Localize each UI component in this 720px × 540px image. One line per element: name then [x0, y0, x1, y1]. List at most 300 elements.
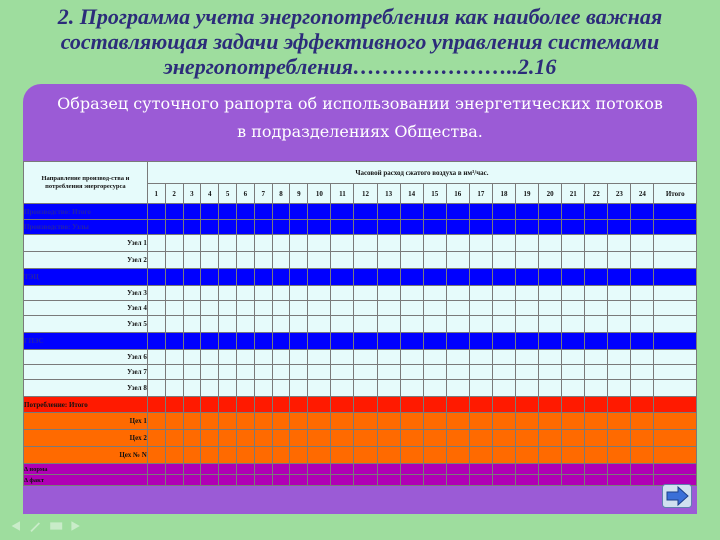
- table-cell: [272, 269, 290, 286]
- table-cell: [272, 475, 290, 486]
- table-cell: [562, 286, 585, 301]
- table-cell: [147, 269, 165, 286]
- table-cell: [354, 204, 377, 220]
- table-cell: [308, 269, 331, 286]
- table-cell: [585, 235, 608, 252]
- table-cell: [201, 220, 219, 235]
- table-cell: [539, 333, 562, 350]
- table-cell: [165, 397, 183, 413]
- table-cell: [354, 269, 377, 286]
- table-cell: [631, 464, 654, 475]
- table-cell: [272, 235, 290, 252]
- table-cell: [165, 365, 183, 380]
- table-cell: [183, 301, 201, 316]
- table-cell: [236, 413, 254, 430]
- table-cell: [400, 397, 423, 413]
- table-cell: [290, 365, 308, 380]
- table-cell: [201, 350, 219, 365]
- row-label: ГПЭС: [24, 333, 148, 350]
- table-cell: [354, 475, 377, 486]
- table-cell: [354, 301, 377, 316]
- hour-header: 7: [254, 184, 272, 204]
- table-cell: [631, 397, 654, 413]
- table-cell: [377, 430, 400, 447]
- table-cell: [631, 235, 654, 252]
- table-cell: [272, 301, 290, 316]
- table-cell: [469, 316, 492, 333]
- table-cell: [290, 430, 308, 447]
- table-cell: [308, 350, 331, 365]
- table-cell: [631, 447, 654, 464]
- table-cell: [585, 350, 608, 365]
- table-cell: [183, 316, 201, 333]
- table-cell: [469, 269, 492, 286]
- table-cell: [183, 286, 201, 301]
- table-cell: [492, 350, 515, 365]
- table-cell: [308, 413, 331, 430]
- table-cell: [446, 475, 469, 486]
- table-cell: [354, 365, 377, 380]
- table-cell: [654, 413, 697, 430]
- table-cell: [331, 204, 354, 220]
- table-cell: [331, 235, 354, 252]
- table-cell: [516, 301, 539, 316]
- table-cell: [165, 235, 183, 252]
- table-cell: [147, 204, 165, 220]
- table-cell: [236, 220, 254, 235]
- table-cell: [147, 464, 165, 475]
- table-cell: [165, 316, 183, 333]
- table-cell: [183, 475, 201, 486]
- table-cell: [446, 220, 469, 235]
- table-cell: [631, 365, 654, 380]
- table-cell: [236, 204, 254, 220]
- table-cell: [354, 333, 377, 350]
- table-cell: [469, 413, 492, 430]
- table-cell: [377, 447, 400, 464]
- table-cell: [585, 316, 608, 333]
- hour-header: 5: [219, 184, 237, 204]
- hour-header: 11: [331, 184, 354, 204]
- table-cell: [308, 220, 331, 235]
- table-cell: [290, 333, 308, 350]
- table-cell: [254, 475, 272, 486]
- row-label: Производство: Итого: [24, 204, 148, 220]
- table-cell: [236, 397, 254, 413]
- table-cell: [400, 286, 423, 301]
- table-cell: [183, 333, 201, 350]
- table-cell: [446, 204, 469, 220]
- table-cell: [654, 397, 697, 413]
- table-cell: [446, 413, 469, 430]
- next-icon[interactable]: [69, 520, 83, 532]
- table-cell: [423, 430, 446, 447]
- table-cell: [201, 365, 219, 380]
- total-header: Итого: [654, 184, 697, 204]
- table-cell: [236, 380, 254, 397]
- table-cell: [654, 447, 697, 464]
- table-cell: [400, 235, 423, 252]
- table-cell: [331, 413, 354, 430]
- table-cell: [219, 365, 237, 380]
- table-cell: [254, 365, 272, 380]
- table-row: [24, 447, 697, 464]
- table-cell: [492, 413, 515, 430]
- table-cell: [290, 204, 308, 220]
- table-cell: [654, 235, 697, 252]
- table-cell: [516, 316, 539, 333]
- table-cell: [516, 365, 539, 380]
- table-cell: [608, 269, 631, 286]
- table-cell: [331, 333, 354, 350]
- table-cell: [469, 286, 492, 301]
- table-cell: [423, 413, 446, 430]
- table-cell: [631, 316, 654, 333]
- hour-header: 22: [585, 184, 608, 204]
- table-cell: [219, 252, 237, 269]
- menu-icon[interactable]: [49, 520, 63, 532]
- row-label: ТЭЦ: [24, 269, 148, 286]
- table-cell: [147, 430, 165, 447]
- table-cell: [516, 475, 539, 486]
- table-cell: [608, 316, 631, 333]
- table-cell: [423, 464, 446, 475]
- table-cell: [469, 380, 492, 397]
- table-cell: [423, 397, 446, 413]
- table-cell: [377, 235, 400, 252]
- table-cell: [354, 397, 377, 413]
- table-cell: [331, 220, 354, 235]
- table-cell: [539, 235, 562, 252]
- table-cell: [631, 350, 654, 365]
- hour-header: 6: [236, 184, 254, 204]
- table-cell: [492, 204, 515, 220]
- table-cell: [492, 430, 515, 447]
- table-cell: [585, 447, 608, 464]
- slide-subtitle: [23, 90, 697, 146]
- table-row: [24, 235, 697, 252]
- table-cell: [423, 333, 446, 350]
- table-row: [24, 269, 697, 286]
- table-cell: [562, 252, 585, 269]
- table-cell: [165, 204, 183, 220]
- table-cell: [608, 333, 631, 350]
- table-cell: [585, 204, 608, 220]
- table-row: [24, 350, 697, 365]
- table-cell: [539, 365, 562, 380]
- table-cell: [219, 447, 237, 464]
- table-cell: [400, 380, 423, 397]
- row-label: Δ факт: [24, 475, 148, 486]
- table-cell: [219, 333, 237, 350]
- table-cell: [219, 397, 237, 413]
- table-cell: [201, 301, 219, 316]
- row-label: Узел 4: [24, 301, 148, 316]
- table-cell: [377, 397, 400, 413]
- table-row: [24, 333, 697, 350]
- table-cell: [608, 447, 631, 464]
- table-cell: [400, 430, 423, 447]
- table-cell: [354, 464, 377, 475]
- table-cell: [469, 475, 492, 486]
- table-cell: [236, 475, 254, 486]
- table-cell: [400, 252, 423, 269]
- table-cell: [165, 252, 183, 269]
- table-cell: [272, 316, 290, 333]
- table-row: [24, 365, 697, 380]
- table-cell: [492, 365, 515, 380]
- table-cell: [183, 413, 201, 430]
- table-cell: [400, 475, 423, 486]
- table-cell: [183, 350, 201, 365]
- table-cell: [585, 464, 608, 475]
- table-cell: [562, 464, 585, 475]
- row-label: Узел 8: [24, 380, 148, 397]
- table-cell: [608, 286, 631, 301]
- table-cell: [654, 365, 697, 380]
- table-cell: [631, 252, 654, 269]
- hour-header: 17: [469, 184, 492, 204]
- table-cell: [516, 430, 539, 447]
- table-cell: [516, 286, 539, 301]
- row-label: Потребление: Итого: [24, 397, 148, 413]
- next-slide-button[interactable]: [662, 484, 692, 508]
- table-cell: [608, 235, 631, 252]
- table-cell: [272, 333, 290, 350]
- table-cell: [492, 220, 515, 235]
- table-cell: [423, 316, 446, 333]
- table-cell: [183, 430, 201, 447]
- hour-header: 16: [446, 184, 469, 204]
- table-cell: [446, 286, 469, 301]
- hour-header: 19: [516, 184, 539, 204]
- table-cell: [608, 380, 631, 397]
- table-cell: [562, 269, 585, 286]
- table-cell: [400, 464, 423, 475]
- table-cell: [308, 380, 331, 397]
- hour-header: 9: [290, 184, 308, 204]
- table-cell: [539, 204, 562, 220]
- table-cell: [585, 475, 608, 486]
- table-cell: [219, 235, 237, 252]
- table-cell: [654, 220, 697, 235]
- table-cell: [354, 220, 377, 235]
- table-cell: [308, 464, 331, 475]
- direction-header: Направление производ-ства и потребления энергоресурса: [24, 162, 148, 204]
- table-cell: [272, 286, 290, 301]
- table-cell: [516, 220, 539, 235]
- row-label: Цех 2: [24, 430, 148, 447]
- table-cell: [608, 204, 631, 220]
- table-cell: [400, 269, 423, 286]
- row-label: Цех № N: [24, 447, 148, 464]
- table-cell: [219, 204, 237, 220]
- row-label: Узел 2: [24, 252, 148, 269]
- table-cell: [400, 350, 423, 365]
- table-cell: [469, 430, 492, 447]
- table-cell: [183, 204, 201, 220]
- table-row: [24, 316, 697, 333]
- table-cell: [165, 430, 183, 447]
- table-cell: [165, 380, 183, 397]
- table-cell: [585, 413, 608, 430]
- table-row: [24, 252, 697, 269]
- row-label: Δ норма: [24, 464, 148, 475]
- table-cell: [562, 365, 585, 380]
- table-cell: [585, 380, 608, 397]
- table-cell: [423, 301, 446, 316]
- table-cell: [492, 252, 515, 269]
- table-cell: [236, 235, 254, 252]
- table-cell: [562, 333, 585, 350]
- table-cell: [272, 413, 290, 430]
- table-cell: [377, 204, 400, 220]
- table-cell: [423, 475, 446, 486]
- table-cell: [308, 333, 331, 350]
- table-cell: [562, 475, 585, 486]
- table-cell: [469, 204, 492, 220]
- table-cell: [308, 397, 331, 413]
- table-cell: [585, 397, 608, 413]
- table-cell: [562, 430, 585, 447]
- table-cell: [147, 252, 165, 269]
- table-cell: [147, 365, 165, 380]
- table-cell: [183, 235, 201, 252]
- table-cell: [492, 333, 515, 350]
- hour-header: 18: [492, 184, 515, 204]
- table-cell: [539, 447, 562, 464]
- table-cell: [272, 447, 290, 464]
- table-cell: [290, 475, 308, 486]
- table-cell: [492, 397, 515, 413]
- table-cell: [516, 252, 539, 269]
- table-cell: [446, 380, 469, 397]
- table-cell: [562, 397, 585, 413]
- table-cell: [308, 430, 331, 447]
- table-cell: [377, 252, 400, 269]
- table-cell: [219, 269, 237, 286]
- table-cell: [446, 397, 469, 413]
- table-cell: [354, 235, 377, 252]
- table-cell: [254, 220, 272, 235]
- hour-header: 21: [562, 184, 585, 204]
- table-cell: [272, 204, 290, 220]
- table-cell: [219, 350, 237, 365]
- table-cell: [201, 286, 219, 301]
- table-cell: [423, 235, 446, 252]
- table-cell: [219, 301, 237, 316]
- table-cell: [562, 380, 585, 397]
- previous-icon[interactable]: [8, 520, 22, 532]
- table-cell: [183, 380, 201, 397]
- table-cell: [539, 286, 562, 301]
- table-cell: [183, 397, 201, 413]
- row-label: Цех 1: [24, 413, 148, 430]
- table-cell: [165, 220, 183, 235]
- table-cell: [469, 397, 492, 413]
- table-row: [24, 397, 697, 413]
- table-cell: [254, 430, 272, 447]
- table-cell: [654, 430, 697, 447]
- table-cell: [654, 333, 697, 350]
- table-cell: [183, 252, 201, 269]
- table-cell: [492, 316, 515, 333]
- table-cell: [400, 333, 423, 350]
- table-cell: [236, 316, 254, 333]
- table-cell: [201, 269, 219, 286]
- table-cell: [290, 413, 308, 430]
- table-cell: [272, 464, 290, 475]
- table-cell: [585, 333, 608, 350]
- table-cell: [290, 350, 308, 365]
- table-cell: [290, 286, 308, 301]
- table-cell: [492, 286, 515, 301]
- table-cell: [201, 204, 219, 220]
- table-cell: [654, 316, 697, 333]
- table-cell: [377, 333, 400, 350]
- hour-header: 1: [147, 184, 165, 204]
- table-cell: [631, 380, 654, 397]
- table-cell: [331, 269, 354, 286]
- table-cell: [423, 380, 446, 397]
- table-cell: [469, 252, 492, 269]
- table-cell: [165, 269, 183, 286]
- table-cell: [585, 365, 608, 380]
- table-cell: [423, 269, 446, 286]
- table-cell: [201, 333, 219, 350]
- table-cell: [272, 220, 290, 235]
- table-cell: [423, 350, 446, 365]
- pen-icon[interactable]: [28, 520, 42, 532]
- table-cell: [516, 235, 539, 252]
- table-cell: [147, 380, 165, 397]
- table-cell: [254, 333, 272, 350]
- table-cell: [377, 220, 400, 235]
- table-cell: [446, 301, 469, 316]
- table-row: [24, 475, 697, 486]
- table-cell: [331, 301, 354, 316]
- table-cell: [354, 447, 377, 464]
- subtitle-line-1: Образец суточного рапорта об использовании энергетических потоков: [57, 94, 663, 113]
- table-cell: [219, 430, 237, 447]
- table-cell: [492, 475, 515, 486]
- table-cell: [290, 397, 308, 413]
- table-cell: [147, 301, 165, 316]
- table-cell: [236, 464, 254, 475]
- table-cell: [272, 252, 290, 269]
- table-cell: [165, 413, 183, 430]
- table-cell: [400, 365, 423, 380]
- table-cell: [236, 447, 254, 464]
- table-cell: [254, 286, 272, 301]
- table-cell: [236, 252, 254, 269]
- table-cell: [147, 235, 165, 252]
- table-cell: [165, 286, 183, 301]
- table-cell: [400, 316, 423, 333]
- table-cell: [631, 269, 654, 286]
- slide-title: 2. Программа учета энергопотребления как наиболее важная составляющая задачи эффективного управления системами энергопотребления…………………..2.16: [57, 4, 663, 79]
- table-cell: [562, 301, 585, 316]
- table-cell: [290, 301, 308, 316]
- table-cell: [331, 430, 354, 447]
- row-label: Узел 6: [24, 350, 148, 365]
- table-cell: [308, 475, 331, 486]
- hour-header: 10: [308, 184, 331, 204]
- table-cell: [290, 464, 308, 475]
- table-cell: [254, 397, 272, 413]
- arrow-right-icon: [663, 485, 692, 508]
- table-cell: [469, 365, 492, 380]
